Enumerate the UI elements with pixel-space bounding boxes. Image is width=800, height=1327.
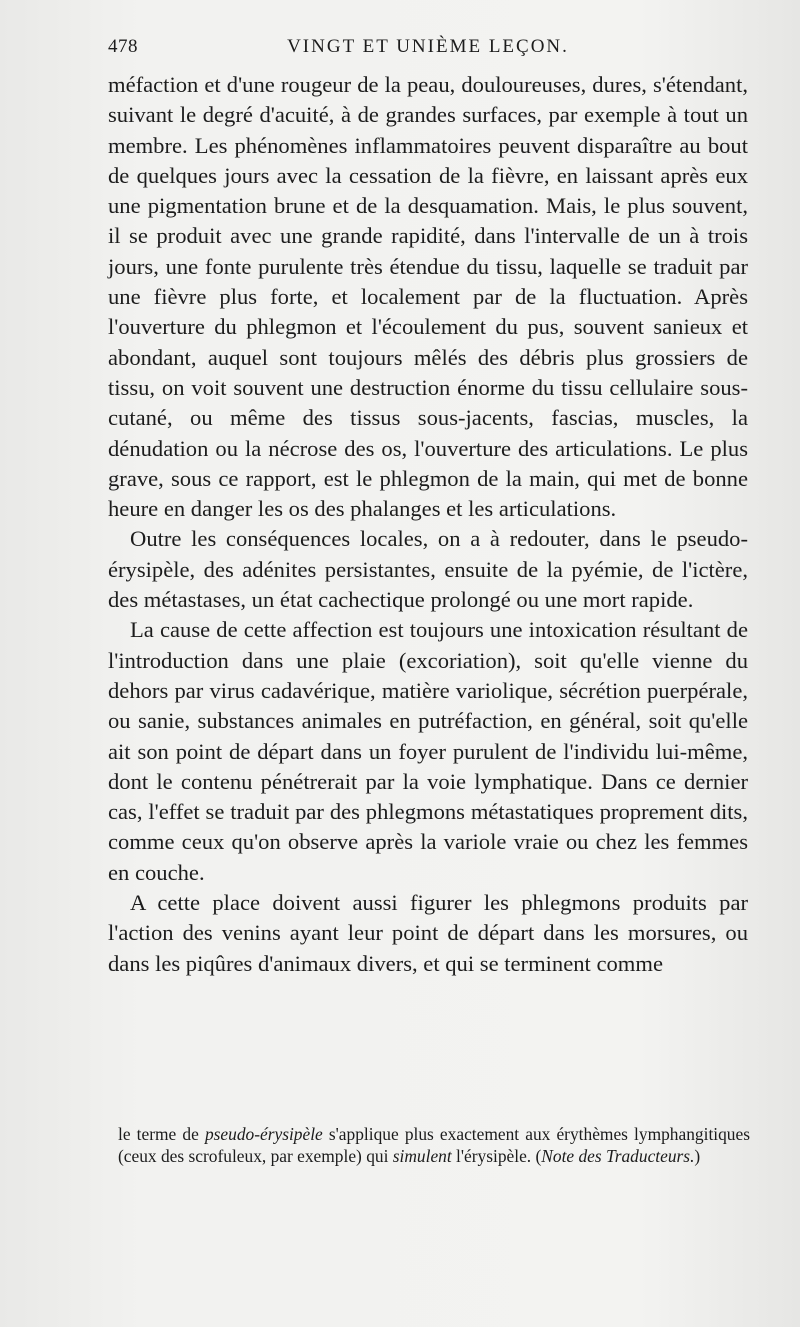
footnote-text-b: s'applique plus exactement aux érythèmes lymphangitiques (ceux des scrofuleux, par exemple) qui <box>118 1124 750 1166</box>
footnote-text-a: le terme de <box>118 1124 205 1144</box>
footnote-text-d: ) <box>694 1145 701 1166</box>
footnote <box>118 1124 750 1167</box>
paragraph-4: A cette place doivent aussi figurer les phlegmons produits par l'action des venins ayant leur point de départ dans les morsures, ou dans les piqûres d'animaux divers, et qui se terminent comme <box>108 890 748 976</box>
body-text <box>108 70 748 979</box>
footnote-text <box>118 1124 750 1167</box>
paragraph-2: Outre les conséquences locales, on a à redouter, dans le pseudo-érysipèle, des adénites persistantes, ensuite de la pyémie, de l'ictère, des métastases, un état cachectique prolongé ou une mort rapide. <box>108 526 748 613</box>
running-head <box>108 36 748 62</box>
paragraph-1: méfaction et d'une rougeur de la peau, douloureuses, dures, s'étendant, suivant le degré d'acuité, à de grandes surfaces, par exemple à tout un membre. Les phénomènes inflammatoires peuvent disparaître au bout de quelques jours avec la cessation de la fièvre, en laissant après eux une pigmentation brune et de la desquamation. Mais, le plus souvent, il se produit avec une grande rapidité, dans l'intervalle de un à trois jours, une fonte purulente très étendue du tissu, laquelle se traduit par une fièvre plus forte, et localement par de la fluctuation. Après l'ouverture du phlegmon et l'écoulement du pus, souvent sanieux et abondant, auquel sont toujours mêlés des débris plus grossiers de tissu, on voit souvent une destruction énorme du tissu cellulaire sous-cutané, ou même des tissus sous-jacents, fascias, muscles, la dénudation ou la nécrose des os, l'ouverture des articulations. Le plus grave, sous ce rapport, est le phlegmon de la main, qui met de bonne heure en danger les os des phalanges et les articulations. <box>108 72 748 522</box>
footnote-term: pseudo-érysipèle <box>204 1124 323 1144</box>
footnote-text-c: l'érysipèle. ( <box>451 1145 542 1166</box>
running-title: VINGT ET UNIÈME LEÇON. <box>287 36 569 57</box>
paragraph-3: La cause de cette affection est toujours une intoxication résultant de l'introduction dans une plaie (excoriation), soit qu'elle vienne du dehors par virus cadavérique, matière variolique, sécrétion puerpérale, ou sanie, substances animales en putréfaction, en général, soit qu'elle ait son point de départ dans un foyer purulent de l'individu lui-même, dont le contenu pénétrerait par la voie lymphatique. Dans ce dernier cas, l'effet se traduit par des phlegmons métastatiques proprement dits, comme ceux qu'on observe après la variole vraie ou chez les femmes en couche. <box>108 617 748 885</box>
page-number: 478 <box>108 36 138 57</box>
footnote-note-label: Note des Traducteurs. <box>541 1145 695 1166</box>
footnote-simulent: simulent <box>392 1145 452 1166</box>
